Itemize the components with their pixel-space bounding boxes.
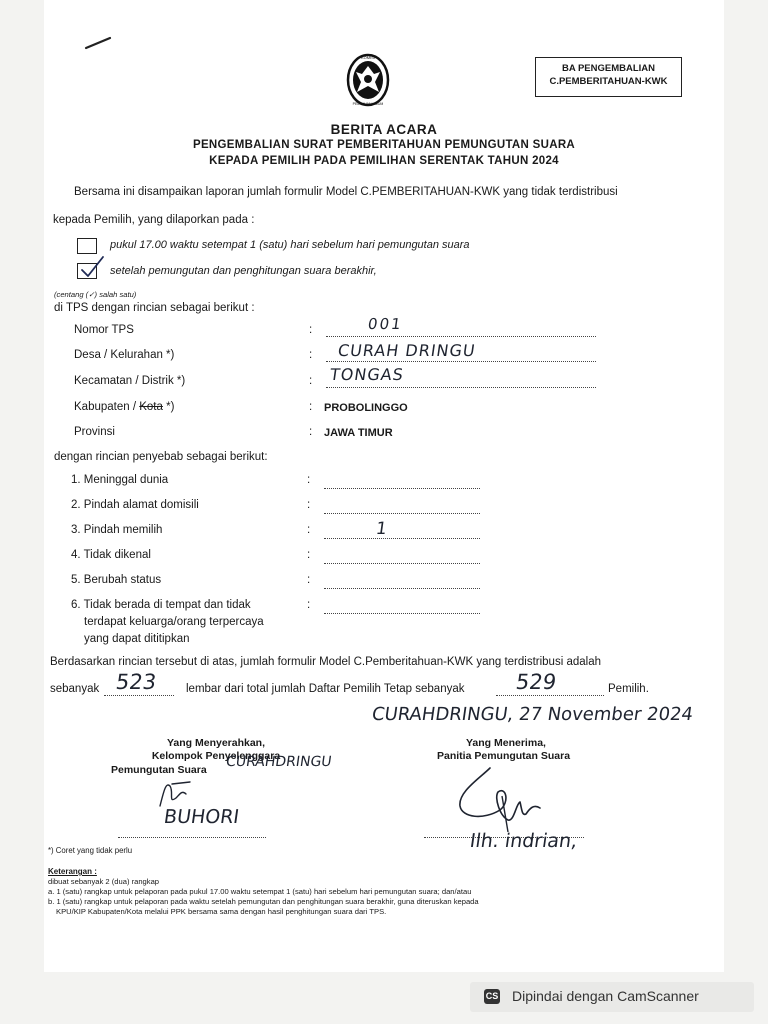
- form-code-line1: BA PENGEMBALIAN: [561, 63, 656, 74]
- reasons-intro: dengan rincian penyebab sebagai berikut:: [54, 451, 268, 463]
- kpps-name: CURAHDRINGU: [224, 754, 333, 770]
- left-signature-line: [118, 836, 266, 838]
- logo-text-bottom: PEMILIHAN UMUM: [352, 102, 384, 106]
- right-signature-icon: [450, 758, 560, 838]
- desa-line: [326, 360, 596, 362]
- reason-6-label-3: yang dapat dititipkan: [84, 633, 190, 645]
- kecamatan-line: [326, 386, 596, 388]
- kpu-logo-icon: [344, 52, 392, 108]
- intro-line-1: Bersama ini disampaikan laporan jumlah formulir Model C.PEMBERITAHUAN-KWK yang tidak terdistribusi: [74, 186, 618, 198]
- option2-label: setelah pemungutan dan penghitungan suara berakhir,: [110, 265, 377, 277]
- reason-3-value: 1: [374, 519, 389, 539]
- provinsi-value: JAWA TIMUR: [324, 427, 393, 439]
- reason-2-label: 2. Pindah alamat domisili: [71, 499, 199, 511]
- kabupaten-label: Kabupaten / Kota *): [74, 401, 175, 413]
- left-signer-name: BUHORI: [162, 806, 241, 828]
- left-sig-line3: Pemungutan Suara: [111, 764, 207, 776]
- summary-sebanyak: sebanyak: [50, 683, 100, 695]
- desa-label: Desa / Kelurahan *): [74, 349, 175, 361]
- intro-line-2: kepada Pemilih, yang dilaporkan pada :: [53, 214, 255, 226]
- summary-total: 529: [514, 670, 558, 694]
- logo-text-top: KOMISI: [360, 55, 376, 60]
- desa-value: CURAH DRINGU: [336, 341, 477, 360]
- camscanner-logo-icon: CS: [484, 989, 500, 1004]
- summary-count: 523: [114, 670, 158, 694]
- summary-end: Pemilih.: [608, 683, 649, 695]
- kecamatan-value: TONGAS: [328, 365, 406, 384]
- reason-4-label: 4. Tidak dikenal: [71, 549, 151, 561]
- reason-6-label-2: terdapat keluarga/orang terpercaya: [84, 616, 264, 628]
- doc-subtitle-2: KEPADA PEMILIH PADA PEMILIHAN SERENTAK TAHUN 2024: [209, 155, 559, 167]
- doc-subtitle-1: PENGEMBALIAN SURAT PEMBERITAHUAN PEMUNGUTAN SUARA: [192, 139, 576, 151]
- right-sig-line2: Panitia Pemungutan Suara: [437, 750, 571, 762]
- option1-label: pukul 17.00 waktu setempat 1 (satu) hari sebelum hari pemungutan suara: [110, 239, 470, 251]
- nomor-tps-line: [326, 335, 596, 337]
- reason-1-label: 1. Meninggal dunia: [71, 474, 169, 486]
- pen-mark: [84, 34, 114, 54]
- tps-intro: di TPS dengan rincian sebagai berikut :: [54, 302, 255, 314]
- reason-2-line: [324, 512, 480, 514]
- nomor-tps-label: Nomor TPS: [74, 324, 134, 336]
- keterangan-1: dibuat sebanyak 2 (dua) rangkap: [48, 877, 160, 886]
- camscanner-watermark: [470, 982, 754, 1012]
- reason-3-line: [324, 537, 480, 539]
- keterangan-a: a. 1 (satu) rangkap untuk pelaporan pada pukul 17.00 waktu setempat 1 (satu) hari sebelum hari pemungutan suara; dan/atau: [48, 887, 472, 896]
- form-code-line2: C.PEMBERITAHUAN-KWK: [549, 76, 668, 87]
- reason-5-line: [324, 587, 480, 589]
- reason-4-line: [324, 562, 480, 564]
- checkmark-icon: [76, 254, 106, 280]
- doc-title: BERITA ACARA: [330, 122, 438, 137]
- left-sig-line2: Kelompok Penyelenggara: [151, 750, 281, 762]
- reason-3-label: 3. Pindah memilih: [71, 524, 163, 536]
- keterangan-b1: b. 1 (satu) rangkap untuk pelaporan pada waktu setelah pemungutan dan penghitungan suara berakhir, guna diteruskan kepada: [48, 897, 479, 906]
- option1-checkbox[interactable]: [77, 238, 97, 254]
- reason-1-line: [324, 487, 480, 489]
- reason-5-label: 5. Berubah status: [71, 574, 162, 586]
- check-note: (centang (✓) salah satu): [54, 290, 137, 299]
- kecamatan-label: Kecamatan / Distrik *): [74, 375, 186, 387]
- camscanner-label: Dipindai dengan CamScanner: [512, 988, 699, 1004]
- left-sig-line1: Yang Menyerahkan,: [166, 737, 266, 749]
- right-sig-line1: Yang Menerima,: [466, 737, 546, 749]
- reason-6-line: [324, 612, 480, 614]
- place-date: CURAHDRINGU, 27 November 2024: [370, 704, 695, 725]
- keterangan-title: Keterangan :: [48, 867, 97, 876]
- form-code-box: [535, 57, 682, 97]
- summary-line-1: Berdasarkan rincian tersebut di atas, jumlah formulir Model C.Pemberitahuan-KWK yang terdistribusi adalah: [50, 656, 601, 668]
- coret-note: *) Coret yang tidak perlu: [48, 846, 133, 855]
- summary-total-line: [496, 694, 604, 696]
- right-signer-name: Ilh. indrian,: [468, 830, 579, 852]
- nomor-tps-value: 001: [366, 315, 404, 333]
- reason-6-label-1: 6. Tidak berada di tempat dan tidak: [71, 599, 251, 611]
- summary-middle: lembar dari total jumlah Daftar Pemilih Tetap sebanyak: [186, 683, 465, 695]
- summary-count-line: [104, 694, 174, 696]
- kabupaten-value: PROBOLINGGO: [324, 402, 408, 414]
- keterangan-b2: KPU/KIP Kabupaten/Kota melalui PPK bersama sama dengan hasil penghitungan suara dari TPS.: [56, 907, 387, 916]
- provinsi-label: Provinsi: [74, 426, 115, 438]
